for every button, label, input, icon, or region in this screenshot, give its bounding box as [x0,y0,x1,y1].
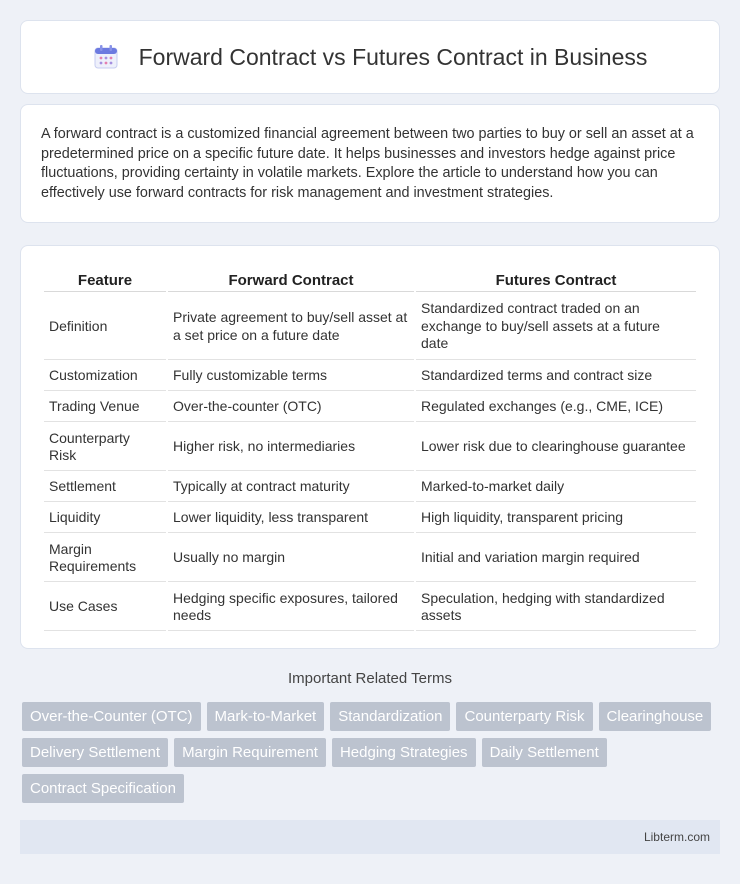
table-row [44,294,696,360]
table-cell: Definition [44,294,166,360]
page-title: Forward Contract vs Futures Contract in Business [138,43,648,70]
table-cell: Lower liquidity, less transparent [168,504,414,533]
table-row [44,473,696,502]
comparison-table-card [20,245,720,649]
table-cell: Usually no margin [168,535,414,582]
table-cell: Standardized contract traded on an exchange to buy/sell assets at a future date [416,294,696,360]
footer [20,820,720,854]
intro-text: A forward contract is a customized financial agreement between two parties to buy or sell an asset at a predetermined price on a specific future date. It helps businesses and investors hedge against price fluctuations, providing certainty in volatile markets. Explore the article to understand how you can effectively use forward contracts for risk management and investment strategies. [41,126,694,201]
related-terms-title: Important Related Terms [288,670,452,687]
related-term-tag[interactable]: Over-the-Counter (OTC) [22,702,201,731]
table-cell: Typically at contract maturity [168,473,414,502]
table-cell: Fully customizable terms [168,362,414,391]
table-cell: Over-the-counter (OTC) [168,393,414,422]
related-term-tag[interactable]: Clearinghouse [599,702,712,731]
related-term-tag[interactable]: Delivery Settlement [22,738,168,767]
related-term-tag[interactable]: Daily Settlement [482,738,607,767]
table-row [44,424,696,471]
table-cell: Standardized terms and contract size [416,362,696,391]
related-term-tag[interactable]: Hedging Strategies [332,738,476,767]
related-term-tag[interactable]: Contract Specification [22,774,184,803]
related-term-tag[interactable]: Margin Requirement [174,738,326,767]
table-cell: Initial and variation margin required [416,535,696,582]
intro-card [20,104,720,223]
table-cell: Trading Venue [44,393,166,422]
table-row [44,504,696,533]
related-terms-list [22,702,722,803]
header-card [20,20,720,94]
related-term-tag[interactable]: Standardization [330,702,450,731]
table-cell: Marked-to-market daily [416,473,696,502]
table-cell: Settlement [44,473,166,502]
related-term-tag[interactable]: Mark-to-Market [207,702,325,731]
table-cell: Lower risk due to clearinghouse guarantee [416,424,696,471]
table-cell: Margin Requirements [44,535,166,582]
header-feature: Feature [44,268,166,292]
table-cell: Liquidity [44,504,166,533]
table-cell: Use Cases [44,584,166,631]
table-cell: Hedging specific exposures, tailored needs [168,584,414,631]
table-cell: Private agreement to buy/sell asset at a set price on a future date [168,294,414,360]
table-cell: Counterparty Risk [44,424,166,471]
header-futures: Futures Contract [416,268,696,292]
header-forward: Forward Contract [168,268,414,292]
table-cell: Speculation, hedging with standardized assets [416,584,696,631]
calendar-icon [93,44,119,70]
footer-site-link[interactable]: Libterm.com [643,830,710,844]
comparison-table [42,266,698,633]
table-cell: High liquidity, transparent pricing [416,504,696,533]
table-row [44,362,696,391]
table-cell: Regulated exchanges (e.g., CME, ICE) [416,393,696,422]
table-row [44,584,696,631]
related-term-tag[interactable]: Counterparty Risk [456,702,592,731]
table-row [44,393,696,422]
table-cell: Customization [44,362,166,391]
table-row [44,535,696,582]
table-cell: Higher risk, no intermediaries [168,424,414,471]
table-header-row [44,268,696,292]
